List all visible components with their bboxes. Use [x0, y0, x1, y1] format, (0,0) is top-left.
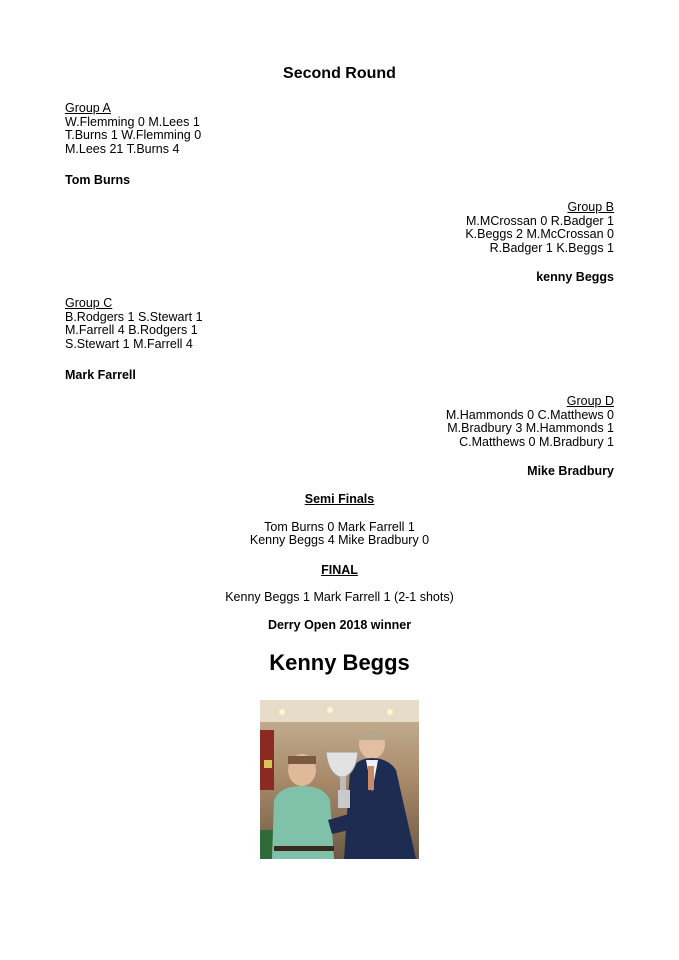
match-line: M.MCrossan 0 R.Badger 1 — [466, 213, 614, 228]
match-line: M.Lees 21 T.Burns 4 — [65, 141, 180, 156]
group-a — [65, 102, 201, 156]
group-c-winner: Mark Farrell — [65, 368, 136, 382]
match-line: W.Flemming 0 M.Lees 1 — [65, 114, 200, 129]
champion-name: Kenny Beggs — [269, 650, 410, 675]
page-title: Second Round — [283, 65, 396, 82]
match-line: K.Beggs 2 M.McCrossan 0 — [465, 227, 614, 241]
group-b-winner: kenny Beggs — [536, 270, 614, 284]
semi-finals — [0, 493, 679, 548]
semi-final-match: Tom Burns 0 Mark Farrell 1 — [264, 519, 415, 534]
final-heading: FINAL — [321, 563, 358, 577]
match-line: C.Matthews 0 M.Bradbury 1 — [459, 434, 614, 449]
group-d-winner: Mike Bradbury — [527, 464, 614, 478]
match-line: R.Badger 1 K.Beggs 1 — [489, 240, 614, 255]
match-line: M.Farrell 4 B.Rodgers 1 — [65, 323, 198, 337]
final-match: Kenny Beggs 1 Mark Farrell 1 (2-1 shots) — [225, 590, 454, 604]
semi-finals-heading: Semi Finals — [304, 492, 375, 506]
group-d-heading: Group D — [566, 394, 614, 408]
group-a-heading: Group A — [65, 101, 111, 115]
winner-caption: Derry Open 2018 winner — [267, 618, 412, 632]
group-c — [65, 297, 203, 351]
match-line: T.Burns 1 W.Flemming 0 — [65, 128, 202, 142]
trophy-presentation-photo — [260, 700, 419, 859]
match-line: S.Stewart 1 M.Farrell 4 — [65, 336, 193, 351]
final-heading-wrap — [0, 564, 679, 578]
group-b — [465, 201, 614, 255]
match-line: M.Hammonds 0 C.Matthews 0 — [445, 407, 614, 422]
group-b-heading: Group B — [567, 200, 614, 214]
group-d — [446, 395, 614, 449]
match-line: B.Rodgers 1 S.Stewart 1 — [65, 309, 203, 324]
match-line: M.Bradbury 3 M.Hammonds 1 — [447, 421, 614, 435]
group-c-heading: Group C — [65, 296, 113, 310]
group-a-winner: Tom Burns — [65, 173, 131, 187]
semi-final-match: Kenny Beggs 4 Mike Bradbury 0 — [249, 533, 430, 547]
